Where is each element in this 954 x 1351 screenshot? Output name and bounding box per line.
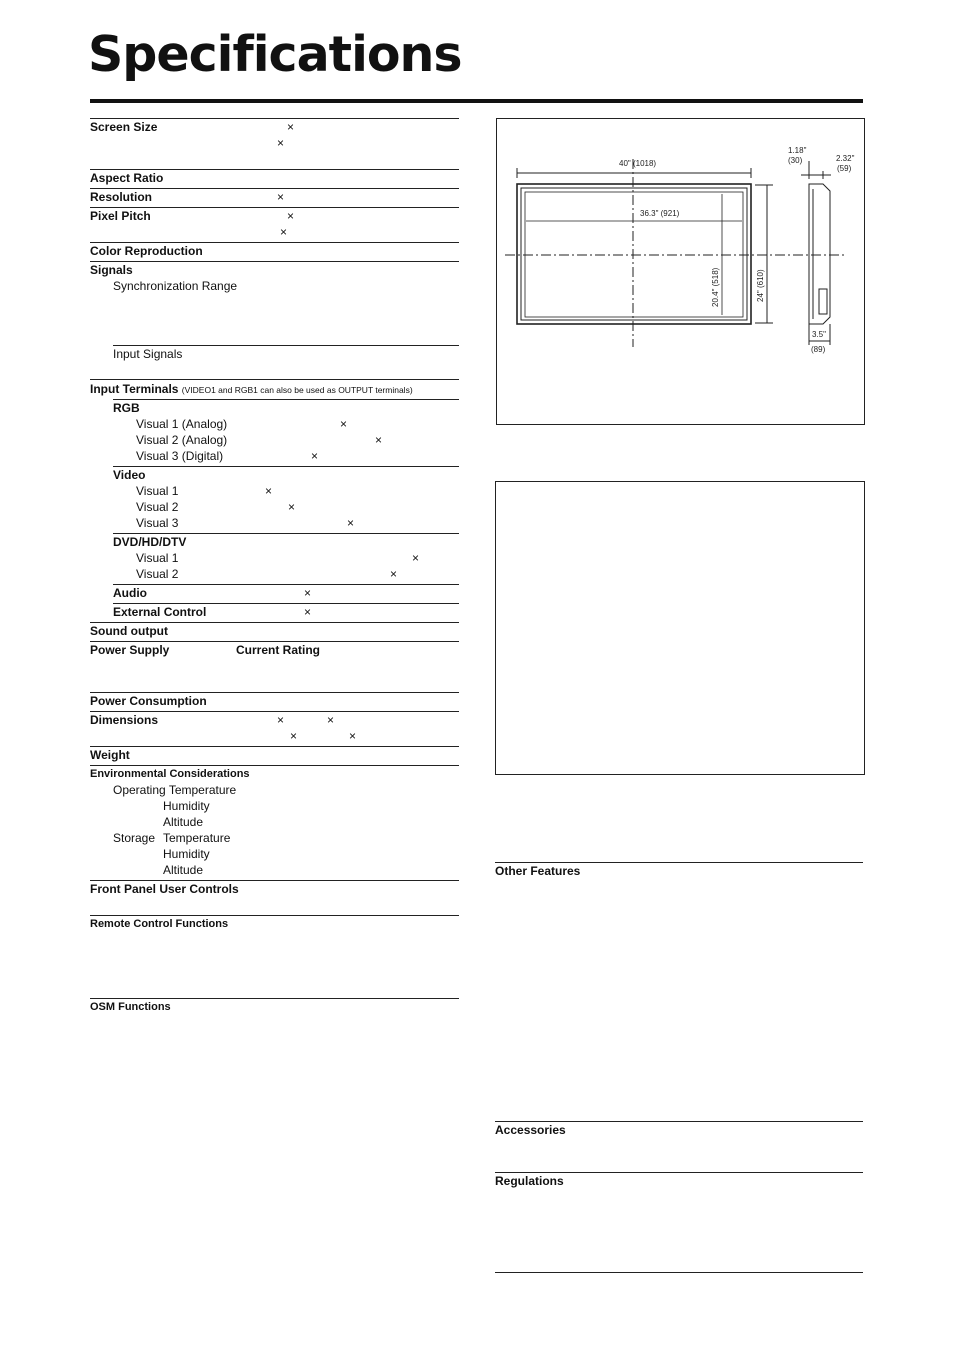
dim-width-inner: 36.3" (921): [640, 209, 680, 218]
screen-size-label: Screen Size: [90, 120, 158, 134]
dim-depth-stand-mm: (59): [837, 164, 852, 173]
weight-label: Weight: [90, 748, 130, 762]
dvd-visual2-label: Visual 2: [136, 567, 179, 581]
dim-height-outer: 24" (610): [756, 269, 765, 302]
times-sign: ×: [290, 729, 298, 743]
dim-depth-top-mm: (30): [788, 156, 803, 165]
video-visual1-label: Visual 1: [136, 484, 179, 498]
signals-label: Signals: [90, 263, 133, 277]
storage-temperature-label: Temperature: [163, 831, 231, 845]
front-panel-label: Front Panel User Controls: [90, 882, 239, 896]
divider: [495, 1272, 863, 1273]
divider: [90, 207, 459, 208]
video-visual3-label: Visual 3: [136, 516, 179, 530]
divider: [90, 765, 459, 766]
dim-width-outer: 40" (1018): [619, 159, 657, 168]
times-sign: ×: [287, 120, 295, 134]
power-supply-label: Power Supply: [90, 643, 170, 657]
times-sign: ×: [349, 729, 357, 743]
times-sign: ×: [327, 713, 335, 727]
input-signals-label: Input Signals: [113, 347, 183, 361]
environmental-label: Environmental Considerations: [90, 768, 250, 780]
times-sign: ×: [277, 136, 285, 150]
power-consumption-label: Power Consumption: [90, 694, 207, 708]
divider: [495, 862, 863, 863]
times-sign: ×: [265, 484, 273, 498]
color-reproduction-label: Color Reproduction: [90, 244, 203, 258]
times-sign: ×: [304, 605, 312, 619]
divider: [113, 399, 459, 400]
divider: [113, 345, 459, 346]
dvd-label: DVD/HD/DTV: [113, 535, 187, 549]
dim-depth-bottom: 3.5": [812, 330, 826, 339]
video-label: Video: [113, 468, 146, 482]
input-terminals-label: [90, 382, 413, 397]
times-sign: ×: [375, 433, 383, 447]
times-sign: ×: [288, 500, 296, 514]
rgb-label: RGB: [113, 401, 140, 415]
divider: [113, 466, 459, 467]
title-rule: [90, 99, 863, 103]
storage-altitude-label: Altitude: [163, 863, 204, 877]
divider: [495, 1121, 863, 1122]
dimension-diagram: [496, 118, 865, 425]
divider: [90, 242, 459, 243]
divider: [113, 603, 459, 604]
sync-range-label: Synchronization Range: [113, 279, 238, 293]
divider: [90, 915, 459, 916]
dvd-visual1-label: Visual 1: [136, 551, 179, 565]
video-visual2-label: Visual 2: [136, 500, 179, 514]
divider: [90, 711, 459, 712]
times-sign: ×: [287, 209, 295, 223]
times-sign: ×: [340, 417, 348, 431]
times-sign: ×: [390, 567, 398, 581]
osm-label: OSM Functions: [90, 1001, 171, 1013]
times-sign: ×: [347, 516, 355, 530]
divider: [113, 533, 459, 534]
divider: [113, 584, 459, 585]
rgb-visual3-label: Visual 3 (Digital): [136, 449, 224, 463]
notes-box: [495, 481, 865, 775]
page-title: Specifications: [88, 26, 462, 83]
external-control-label: External Control: [113, 605, 207, 619]
divider: [90, 692, 459, 693]
current-rating-label: Current Rating: [236, 643, 320, 657]
regulations-label: Regulations: [495, 1174, 564, 1188]
divider: [90, 641, 459, 642]
operating-temperature-label: Operating Temperature: [113, 783, 237, 797]
times-sign: ×: [311, 449, 319, 463]
remote-control-label: Remote Control Functions: [90, 918, 229, 930]
dim-depth-bottom-mm: (89): [811, 345, 826, 354]
audio-label: Audio: [113, 586, 147, 600]
times-sign: ×: [412, 551, 420, 565]
rgb-visual2-label: Visual 2 (Analog): [136, 433, 228, 447]
times-sign: ×: [277, 190, 285, 204]
divider: [90, 379, 459, 380]
divider: [90, 880, 459, 881]
dim-depth-top: 1.18": [788, 146, 807, 155]
divider: [90, 622, 459, 623]
divider: [90, 261, 459, 262]
storage-humidity-label: Humidity: [163, 847, 210, 861]
pixel-pitch-label: Pixel Pitch: [90, 209, 151, 223]
rgb-visual1-label: Visual 1 (Analog): [136, 417, 228, 431]
dim-height-inner: 20.4" (518): [711, 267, 720, 307]
dimensions-label: Dimensions: [90, 713, 159, 727]
other-features-label: Other Features: [495, 864, 581, 878]
aspect-ratio-label: Aspect Ratio: [90, 171, 164, 185]
divider: [90, 169, 459, 170]
times-sign: ×: [277, 713, 285, 727]
divider: [90, 188, 459, 189]
input-terminals-note: (VIDEO1 and RGB1 can also be used as OUTPUT terminals): [181, 385, 413, 395]
times-sign: ×: [304, 586, 312, 600]
accessories-label: Accessories: [495, 1123, 566, 1137]
sound-output-label: Sound output: [90, 624, 168, 638]
dimension-drawing: [497, 119, 864, 424]
input-terminals-title: Input Terminals: [90, 382, 179, 396]
times-sign: ×: [280, 225, 288, 239]
divider: [90, 998, 459, 999]
divider: [90, 746, 459, 747]
divider: [495, 1172, 863, 1173]
resolution-label: Resolution: [90, 190, 152, 204]
storage-label: Storage: [113, 831, 156, 845]
divider: [90, 118, 459, 119]
dim-depth-stand: 2.32": [836, 154, 855, 163]
operating-humidity-label: Humidity: [163, 799, 210, 813]
operating-altitude-label: Altitude: [163, 815, 204, 829]
